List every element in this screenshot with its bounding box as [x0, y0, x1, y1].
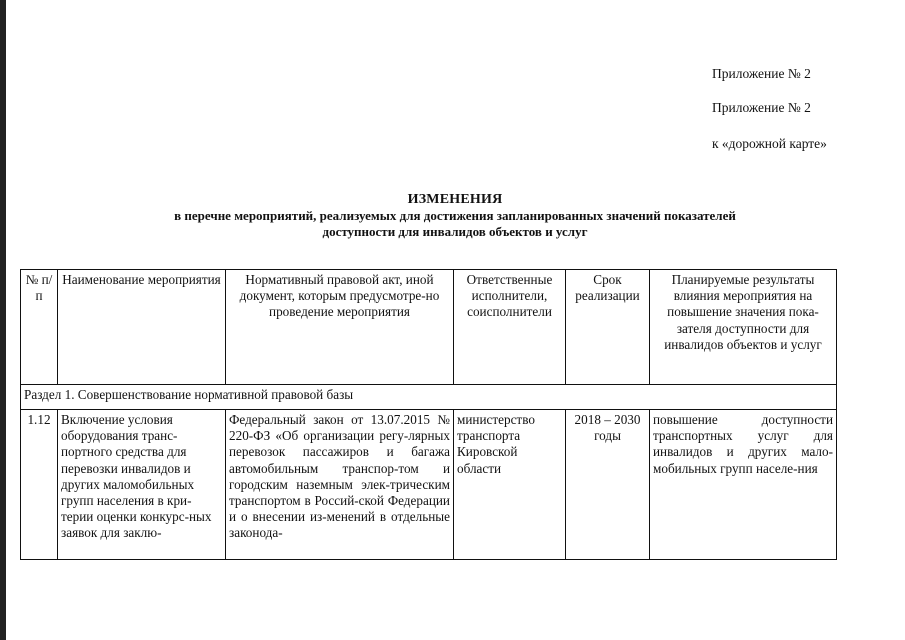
scan-edge: [0, 0, 6, 640]
row-term: [566, 410, 650, 560]
document-title: ИЗМЕНЕНИЯ: [407, 192, 503, 207]
appendix-reference: к «дорожной карте»: [712, 136, 827, 151]
section-row: [21, 385, 837, 410]
row-number-text: 1.12: [27, 412, 51, 427]
row-number: [21, 410, 58, 560]
table-row: [21, 410, 837, 560]
header-executors: Ответственные исполнители, соисполнители: [454, 270, 566, 385]
row-legal-act: [226, 410, 454, 560]
section-title: Раздел 1. Совершенствование нормативной правовой базы: [21, 385, 837, 410]
row-result-text: повышение доступности транспортных услуг для инвалидов и других мало-мобильных групп населе-ния: [653, 412, 833, 476]
row-measure-name-text: Включение условия оборудования транс-портного средства для перевозки инвалидов и других маломобильных групп населения в кри-терии оценки конкурс-ных заявок для заклю-: [61, 412, 212, 541]
row-measure-name: [58, 410, 226, 560]
header-legal-act: Нормативный правовой акт, иной документ, которым предусмотре-но проведение мероприятия: [226, 270, 454, 385]
header-term: Срок реализации: [566, 270, 650, 385]
row-executor-text: министерство транспорта Кировской области: [457, 412, 535, 476]
row-legal-act-text: Федеральный закон от 13.07.2015 № 220-ФЗ «Об организации регу-лярных перевозок пассажиров и багажа автомобильным транспор-том и городским наземным элек-трическим транспортом в Россий-ской Федерации и о внесении из-менений в отдельные законода-: [229, 412, 450, 541]
header-measure-name: Наименование мероприятия: [58, 270, 226, 385]
row-result: [650, 410, 837, 560]
row-executor: [454, 410, 566, 560]
appendix-label-repeat: Приложение № 2: [712, 100, 811, 115]
row-term-text: 2018 – 2030 годы: [574, 412, 641, 444]
header-results: Планируемые результаты влияния мероприятия на повышение значения пока-зателя доступности для инвалидов объектов и услуг: [650, 270, 837, 385]
document-subtitle-line2: доступности для инвалидов объектов и услуг: [322, 224, 588, 239]
measures-table: [20, 269, 837, 560]
header-number: № п/п: [21, 270, 58, 385]
table-header-row: [21, 270, 837, 385]
document-title-block: [20, 192, 890, 240]
appendix-label: Приложение № 2: [712, 66, 811, 81]
document-subtitle-line1: в перечне мероприятий, реализуемых для достижения запланированных значений показателей: [174, 208, 736, 223]
